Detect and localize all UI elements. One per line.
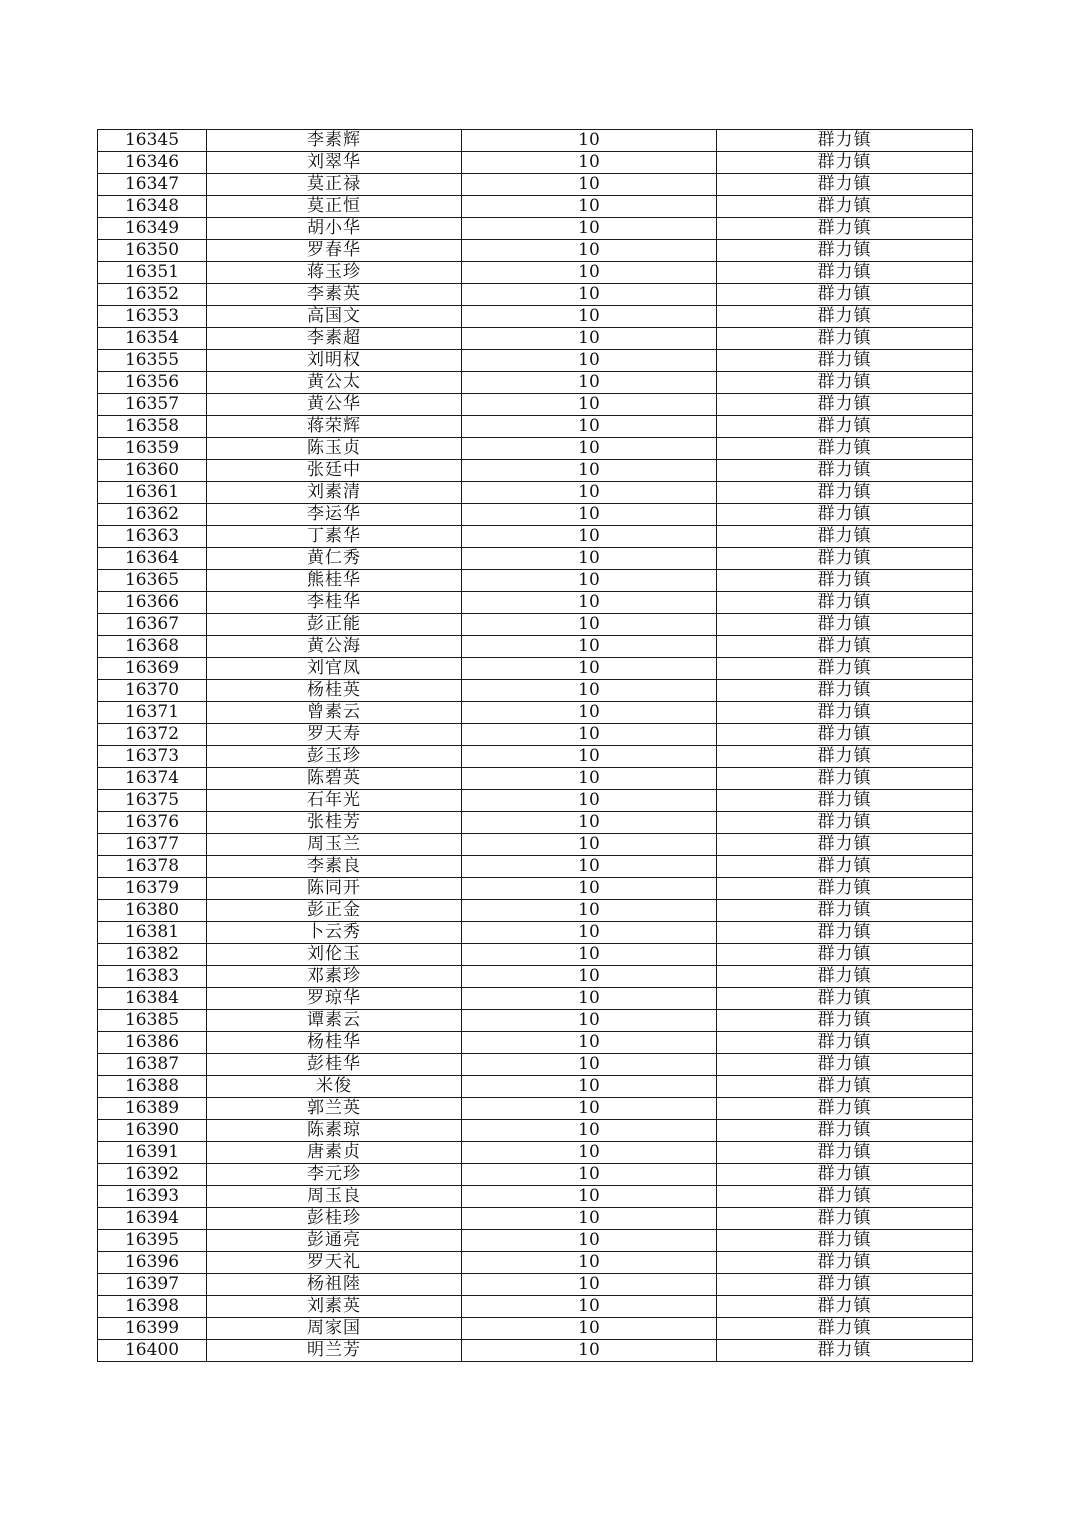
table-row: [98, 1142, 973, 1164]
table-row: [98, 944, 973, 966]
name-cell: 黄公太: [207, 372, 462, 394]
name-cell: 曾素云: [207, 702, 462, 724]
amount-cell: 10: [462, 988, 717, 1010]
town-cell: 群力镇: [717, 262, 973, 284]
table-row: [98, 262, 973, 284]
id-cell: 16351: [98, 262, 207, 284]
name-cell: 黄公华: [207, 394, 462, 416]
id-cell: 16391: [98, 1142, 207, 1164]
amount-cell: 10: [462, 1010, 717, 1032]
id-cell: 16382: [98, 944, 207, 966]
table-row: [98, 394, 973, 416]
amount-cell: 10: [462, 1274, 717, 1296]
id-cell: 16358: [98, 416, 207, 438]
table-row: [98, 746, 973, 768]
table-row: [98, 526, 973, 548]
id-cell: 16383: [98, 966, 207, 988]
town-cell: 群力镇: [717, 328, 973, 350]
amount-cell: 10: [462, 900, 717, 922]
id-cell: 16398: [98, 1296, 207, 1318]
town-cell: 群力镇: [717, 482, 973, 504]
id-cell: 16393: [98, 1186, 207, 1208]
town-cell: 群力镇: [717, 856, 973, 878]
table-row: [98, 878, 973, 900]
table-row: [98, 900, 973, 922]
id-cell: 16355: [98, 350, 207, 372]
table-row: [98, 812, 973, 834]
town-cell: 群力镇: [717, 1230, 973, 1252]
town-cell: 群力镇: [717, 768, 973, 790]
table-row: [98, 438, 973, 460]
town-cell: 群力镇: [717, 152, 973, 174]
town-cell: 群力镇: [717, 724, 973, 746]
amount-cell: 10: [462, 878, 717, 900]
table-row: [98, 1296, 973, 1318]
table-row: [98, 636, 973, 658]
table-row: [98, 1010, 973, 1032]
town-cell: 群力镇: [717, 1252, 973, 1274]
table-row: [98, 218, 973, 240]
amount-cell: 10: [462, 1076, 717, 1098]
id-cell: 16347: [98, 174, 207, 196]
town-cell: 群力镇: [717, 438, 973, 460]
table-row: [98, 548, 973, 570]
town-cell: 群力镇: [717, 306, 973, 328]
amount-cell: 10: [462, 812, 717, 834]
table-row: [98, 196, 973, 218]
name-cell: 李素辉: [207, 130, 462, 152]
amount-cell: 10: [462, 1252, 717, 1274]
name-cell: 刘翠华: [207, 152, 462, 174]
table-row: [98, 350, 973, 372]
amount-cell: 10: [462, 680, 717, 702]
id-cell: 16350: [98, 240, 207, 262]
amount-cell: 10: [462, 416, 717, 438]
table-row: [98, 1230, 973, 1252]
name-cell: 谭素云: [207, 1010, 462, 1032]
amount-cell: 10: [462, 394, 717, 416]
table-row: [98, 504, 973, 526]
name-cell: 刘素英: [207, 1296, 462, 1318]
name-cell: 刘伦玉: [207, 944, 462, 966]
town-cell: 群力镇: [717, 1340, 973, 1362]
id-cell: 16346: [98, 152, 207, 174]
roster-table-body: [98, 130, 973, 1362]
id-cell: 16348: [98, 196, 207, 218]
name-cell: 彭正能: [207, 614, 462, 636]
amount-cell: 10: [462, 218, 717, 240]
table-row: [98, 130, 973, 152]
id-cell: 16389: [98, 1098, 207, 1120]
amount-cell: 10: [462, 944, 717, 966]
town-cell: 群力镇: [717, 570, 973, 592]
id-cell: 16387: [98, 1054, 207, 1076]
table-row: [98, 240, 973, 262]
amount-cell: 10: [462, 460, 717, 482]
name-cell: 罗天寿: [207, 724, 462, 746]
id-cell: 16386: [98, 1032, 207, 1054]
name-cell: 唐素贞: [207, 1142, 462, 1164]
town-cell: 群力镇: [717, 1164, 973, 1186]
town-cell: 群力镇: [717, 702, 973, 724]
amount-cell: 10: [462, 1032, 717, 1054]
id-cell: 16397: [98, 1274, 207, 1296]
amount-cell: 10: [462, 790, 717, 812]
amount-cell: 10: [462, 482, 717, 504]
amount-cell: 10: [462, 1318, 717, 1340]
town-cell: 群力镇: [717, 878, 973, 900]
table-row: [98, 592, 973, 614]
id-cell: 16392: [98, 1164, 207, 1186]
town-cell: 群力镇: [717, 1142, 973, 1164]
name-cell: 陈碧英: [207, 768, 462, 790]
id-cell: 16395: [98, 1230, 207, 1252]
name-cell: 胡小华: [207, 218, 462, 240]
name-cell: 彭桂华: [207, 1054, 462, 1076]
town-cell: 群力镇: [717, 218, 973, 240]
amount-cell: 10: [462, 768, 717, 790]
name-cell: 邓素珍: [207, 966, 462, 988]
table-row: [98, 1164, 973, 1186]
table-row: [98, 1340, 973, 1362]
name-cell: 丁素华: [207, 526, 462, 548]
id-cell: 16366: [98, 592, 207, 614]
amount-cell: 10: [462, 504, 717, 526]
name-cell: 李元珍: [207, 1164, 462, 1186]
amount-cell: 10: [462, 306, 717, 328]
table-row: [98, 768, 973, 790]
name-cell: 李运华: [207, 504, 462, 526]
table-row: [98, 1274, 973, 1296]
table-row: [98, 1186, 973, 1208]
amount-cell: 10: [462, 614, 717, 636]
id-cell: 16367: [98, 614, 207, 636]
id-cell: 16378: [98, 856, 207, 878]
town-cell: 群力镇: [717, 1010, 973, 1032]
name-cell: 蒋玉珍: [207, 262, 462, 284]
town-cell: 群力镇: [717, 1186, 973, 1208]
table-row: [98, 1076, 973, 1098]
id-cell: 16364: [98, 548, 207, 570]
id-cell: 16374: [98, 768, 207, 790]
id-cell: 16349: [98, 218, 207, 240]
id-cell: 16357: [98, 394, 207, 416]
id-cell: 16361: [98, 482, 207, 504]
amount-cell: 10: [462, 1230, 717, 1252]
town-cell: 群力镇: [717, 812, 973, 834]
town-cell: 群力镇: [717, 526, 973, 548]
amount-cell: 10: [462, 746, 717, 768]
table-row: [98, 658, 973, 680]
table-row: [98, 152, 973, 174]
amount-cell: 10: [462, 922, 717, 944]
table-row: [98, 1032, 973, 1054]
id-cell: 16370: [98, 680, 207, 702]
amount-cell: 10: [462, 1340, 717, 1362]
town-cell: 群力镇: [717, 592, 973, 614]
name-cell: 熊桂华: [207, 570, 462, 592]
table-row: [98, 570, 973, 592]
table-row: [98, 328, 973, 350]
name-cell: 刘素清: [207, 482, 462, 504]
name-cell: 彭通亮: [207, 1230, 462, 1252]
amount-cell: 10: [462, 702, 717, 724]
name-cell: 卜云秀: [207, 922, 462, 944]
name-cell: 李素超: [207, 328, 462, 350]
name-cell: 蒋荣辉: [207, 416, 462, 438]
table-row: [98, 460, 973, 482]
table-row: [98, 724, 973, 746]
amount-cell: 10: [462, 1142, 717, 1164]
table-row: [98, 702, 973, 724]
name-cell: 罗琼华: [207, 988, 462, 1010]
table-row: [98, 174, 973, 196]
name-cell: 彭正金: [207, 900, 462, 922]
amount-cell: 10: [462, 570, 717, 592]
id-cell: 16388: [98, 1076, 207, 1098]
amount-cell: 10: [462, 262, 717, 284]
id-cell: 16354: [98, 328, 207, 350]
id-cell: 16362: [98, 504, 207, 526]
town-cell: 群力镇: [717, 1120, 973, 1142]
name-cell: 黄仁秀: [207, 548, 462, 570]
name-cell: 杨桂英: [207, 680, 462, 702]
id-cell: 16377: [98, 834, 207, 856]
id-cell: 16373: [98, 746, 207, 768]
table-row: [98, 966, 973, 988]
town-cell: 群力镇: [717, 350, 973, 372]
id-cell: 16368: [98, 636, 207, 658]
table-row: [98, 834, 973, 856]
town-cell: 群力镇: [717, 1098, 973, 1120]
town-cell: 群力镇: [717, 1274, 973, 1296]
amount-cell: 10: [462, 856, 717, 878]
id-cell: 16379: [98, 878, 207, 900]
name-cell: 李桂华: [207, 592, 462, 614]
table-row: [98, 416, 973, 438]
amount-cell: 10: [462, 966, 717, 988]
amount-cell: 10: [462, 372, 717, 394]
table-row: [98, 372, 973, 394]
id-cell: 16384: [98, 988, 207, 1010]
name-cell: 彭桂珍: [207, 1208, 462, 1230]
amount-cell: 10: [462, 526, 717, 548]
id-cell: 16399: [98, 1318, 207, 1340]
table-row: [98, 482, 973, 504]
amount-cell: 10: [462, 240, 717, 262]
id-cell: 16365: [98, 570, 207, 592]
name-cell: 黄公海: [207, 636, 462, 658]
name-cell: 石年光: [207, 790, 462, 812]
name-cell: 杨桂华: [207, 1032, 462, 1054]
amount-cell: 10: [462, 1098, 717, 1120]
name-cell: 李素英: [207, 284, 462, 306]
amount-cell: 10: [462, 1164, 717, 1186]
name-cell: 陈同开: [207, 878, 462, 900]
amount-cell: 10: [462, 658, 717, 680]
town-cell: 群力镇: [717, 944, 973, 966]
amount-cell: 10: [462, 1120, 717, 1142]
name-cell: 刘明权: [207, 350, 462, 372]
town-cell: 群力镇: [717, 746, 973, 768]
name-cell: 张桂芳: [207, 812, 462, 834]
table-row: [98, 1054, 973, 1076]
id-cell: 16390: [98, 1120, 207, 1142]
id-cell: 16356: [98, 372, 207, 394]
id-cell: 16372: [98, 724, 207, 746]
id-cell: 16375: [98, 790, 207, 812]
amount-cell: 10: [462, 152, 717, 174]
id-cell: 16371: [98, 702, 207, 724]
name-cell: 郭兰英: [207, 1098, 462, 1120]
table-row: [98, 614, 973, 636]
town-cell: 群力镇: [717, 1318, 973, 1340]
name-cell: 罗春华: [207, 240, 462, 262]
id-cell: 16396: [98, 1252, 207, 1274]
id-cell: 16394: [98, 1208, 207, 1230]
town-cell: 群力镇: [717, 1032, 973, 1054]
amount-cell: 10: [462, 174, 717, 196]
table-row: [98, 790, 973, 812]
amount-cell: 10: [462, 592, 717, 614]
town-cell: 群力镇: [717, 1054, 973, 1076]
town-cell: 群力镇: [717, 130, 973, 152]
id-cell: 16385: [98, 1010, 207, 1032]
town-cell: 群力镇: [717, 614, 973, 636]
name-cell: 周玉兰: [207, 834, 462, 856]
town-cell: 群力镇: [717, 1296, 973, 1318]
amount-cell: 10: [462, 724, 717, 746]
id-cell: 16353: [98, 306, 207, 328]
name-cell: 高国文: [207, 306, 462, 328]
table-row: [98, 1120, 973, 1142]
town-cell: 群力镇: [717, 922, 973, 944]
amount-cell: 10: [462, 636, 717, 658]
town-cell: 群力镇: [717, 284, 973, 306]
id-cell: 16369: [98, 658, 207, 680]
amount-cell: 10: [462, 1054, 717, 1076]
town-cell: 群力镇: [717, 988, 973, 1010]
table-row: [98, 1098, 973, 1120]
town-cell: 群力镇: [717, 658, 973, 680]
name-cell: 米俊: [207, 1076, 462, 1098]
amount-cell: 10: [462, 548, 717, 570]
roster-table: [97, 129, 973, 1362]
town-cell: 群力镇: [717, 548, 973, 570]
town-cell: 群力镇: [717, 372, 973, 394]
name-cell: 陈玉贞: [207, 438, 462, 460]
town-cell: 群力镇: [717, 834, 973, 856]
amount-cell: 10: [462, 130, 717, 152]
id-cell: 16352: [98, 284, 207, 306]
name-cell: 刘官凤: [207, 658, 462, 680]
name-cell: 周家国: [207, 1318, 462, 1340]
town-cell: 群力镇: [717, 636, 973, 658]
town-cell: 群力镇: [717, 416, 973, 438]
table-row: [98, 988, 973, 1010]
id-cell: 16400: [98, 1340, 207, 1362]
town-cell: 群力镇: [717, 240, 973, 262]
name-cell: 明兰芳: [207, 1340, 462, 1362]
name-cell: 李素良: [207, 856, 462, 878]
table-row: [98, 306, 973, 328]
town-cell: 群力镇: [717, 394, 973, 416]
town-cell: 群力镇: [717, 196, 973, 218]
town-cell: 群力镇: [717, 680, 973, 702]
town-cell: 群力镇: [717, 900, 973, 922]
id-cell: 16345: [98, 130, 207, 152]
table-row: [98, 1318, 973, 1340]
town-cell: 群力镇: [717, 504, 973, 526]
table-row: [98, 922, 973, 944]
amount-cell: 10: [462, 1296, 717, 1318]
town-cell: 群力镇: [717, 1076, 973, 1098]
town-cell: 群力镇: [717, 966, 973, 988]
amount-cell: 10: [462, 350, 717, 372]
table-row: [98, 284, 973, 306]
table-row: [98, 1252, 973, 1274]
amount-cell: 10: [462, 284, 717, 306]
town-cell: 群力镇: [717, 1208, 973, 1230]
amount-cell: 10: [462, 438, 717, 460]
table-row: [98, 856, 973, 878]
town-cell: 群力镇: [717, 790, 973, 812]
id-cell: 16359: [98, 438, 207, 460]
town-cell: 群力镇: [717, 174, 973, 196]
name-cell: 张廷中: [207, 460, 462, 482]
amount-cell: 10: [462, 328, 717, 350]
name-cell: 莫正禄: [207, 174, 462, 196]
name-cell: 杨祖陸: [207, 1274, 462, 1296]
amount-cell: 10: [462, 834, 717, 856]
name-cell: 罗天礼: [207, 1252, 462, 1274]
name-cell: 周玉良: [207, 1186, 462, 1208]
name-cell: 莫正恒: [207, 196, 462, 218]
name-cell: 彭玉珍: [207, 746, 462, 768]
id-cell: 16376: [98, 812, 207, 834]
amount-cell: 10: [462, 196, 717, 218]
amount-cell: 10: [462, 1186, 717, 1208]
town-cell: 群力镇: [717, 460, 973, 482]
table-row: [98, 680, 973, 702]
id-cell: 16380: [98, 900, 207, 922]
amount-cell: 10: [462, 1208, 717, 1230]
id-cell: 16363: [98, 526, 207, 548]
id-cell: 16381: [98, 922, 207, 944]
name-cell: 陈素琼: [207, 1120, 462, 1142]
table-row: [98, 1208, 973, 1230]
id-cell: 16360: [98, 460, 207, 482]
